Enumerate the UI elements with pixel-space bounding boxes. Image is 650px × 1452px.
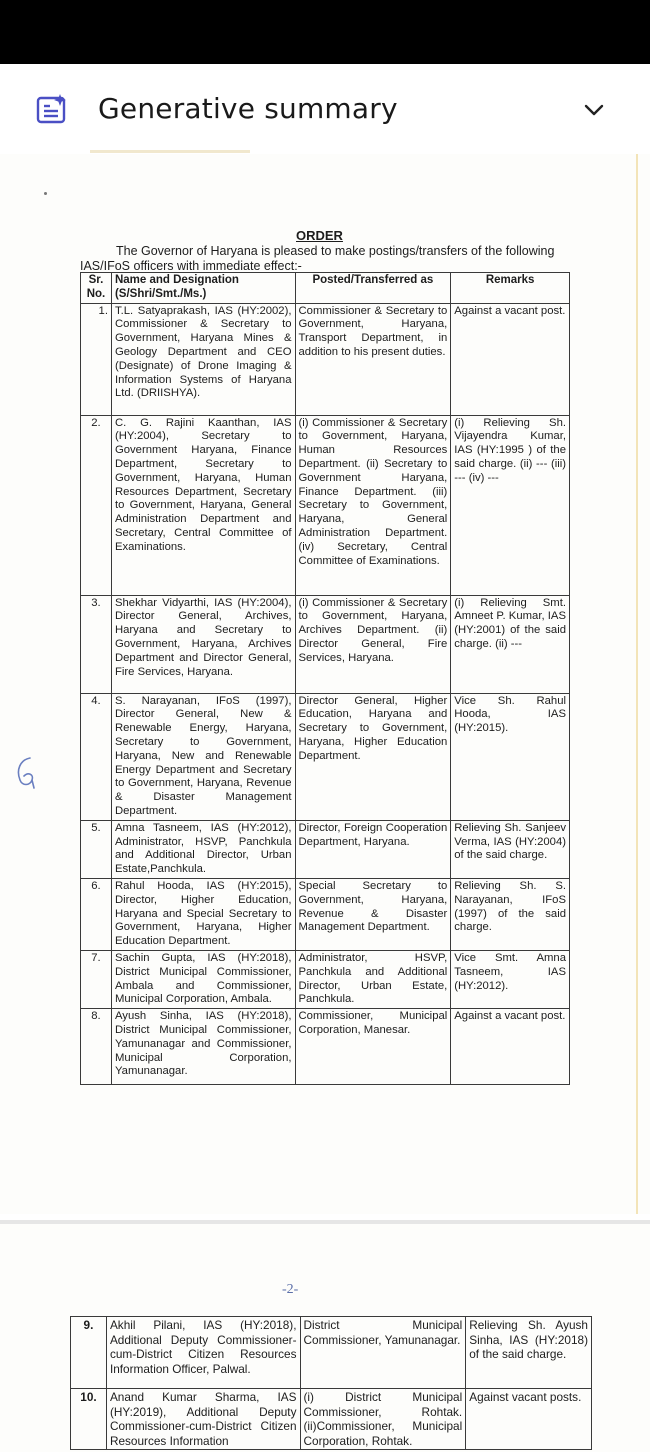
name-cell: Shekhar Vidyarthi, IAS (HY:2004), Director General, Archives, Haryana and Secretary to Government, Haryana, Archives Department and Director General, Fire Services, Haryana.	[111, 595, 295, 693]
remarks-cell: Vice Smt. Amna Tasneem, IAS (HY:2012).	[451, 950, 570, 1008]
header-title: Generative summary	[98, 92, 398, 125]
remarks-cell: Against a vacant post.	[451, 1009, 570, 1085]
name-cell: Rahul Hooda, IAS (HY:2015), Director, Higher Education, Haryana and Special Secretary to Government, Haryana, Higher Education Department.	[111, 878, 295, 950]
generative-summary-icon[interactable]	[36, 92, 70, 126]
column-header: Remarks	[451, 273, 570, 304]
document-viewer[interactable]	[0, 154, 650, 1452]
name-cell: Akhil Pilani, IAS (HY:2018), Additional Deputy Commissioner-cum-District Citizen Resources Information Officer, Palwal.	[106, 1317, 300, 1389]
document-page-1	[0, 154, 650, 1214]
status-bar	[0, 0, 650, 64]
page-number: -2-	[282, 1282, 299, 1297]
column-header: Name and Designation (S/Shri/Smt./Ms.)	[111, 273, 295, 304]
table-row	[71, 1389, 592, 1450]
remarks-cell: Vice Sh. Rahul Hooda, IAS (HY:2015).	[451, 693, 570, 820]
posted-cell: Administrator, HSVP, Panchkula and Additional Director, Urban Estate, Panchkula.	[295, 950, 451, 1008]
column-header: Posted/Transferred as	[295, 273, 451, 304]
sr-cell: 9.	[71, 1317, 107, 1389]
column-header: Sr. No.	[81, 273, 112, 304]
sr-cell: 5.	[81, 820, 112, 878]
scan-speck	[44, 192, 47, 195]
sr-cell: 4.	[81, 693, 112, 820]
remarks-cell: Relieving Sh. Ayush Sinha, IAS (HY:2018) of the said charge.	[466, 1317, 592, 1389]
remarks-cell: Against vacant posts.	[466, 1389, 592, 1450]
remarks-cell: Relieving Sh. S. Narayanan, IFoS (1997) of the said charge.	[451, 878, 570, 950]
posted-cell: Special Secretary to Government, Haryana, Revenue & Disaster Management Department.	[295, 878, 451, 950]
name-cell: C. G. Rajini Kaanthan, IAS (HY:2004), Secretary to Government Haryana, Finance Department, Secretary to Government, Haryana, Human Resources Department, Secretary to Government, Haryana, General Administration Department and Secretary, Central Committee of Examinations.	[111, 415, 295, 595]
scan-artifact	[90, 150, 250, 153]
remarks-cell: (i) Relieving Sh. Vijayendra Kumar, IAS (HY:1995 ) of the said charge. (ii) --- (iii) --- (iv) ---	[451, 415, 570, 595]
name-cell: T.L. Satyaprakash, IAS (HY:2002), Commissioner & Secretary to Government, Haryana Mines & Geology Department and CEO (Designate) of Drone Imaging & Information Systems of Haryana Ltd. (DRIISHYA).	[111, 303, 295, 415]
table-row	[81, 878, 570, 950]
table-row	[81, 595, 570, 693]
table-row	[81, 820, 570, 878]
posted-cell: Director, Foreign Cooperation Department, Haryana.	[295, 820, 451, 878]
posted-cell: (i) Commissioner & Secretary to Government, Haryana, Human Resources Department. (ii) Secretary to Government Haryana, Finance Department. (iii) Secretary to Government, Haryana, General Administration Department. (iv) Secretary, Central Committee of Examinations.	[295, 415, 451, 595]
sr-cell: 2.	[81, 415, 112, 595]
app-header	[0, 64, 650, 154]
sr-cell: 6.	[81, 878, 112, 950]
name-cell: Sachin Gupta, IAS (HY:2018), District Municipal Commissioner, Ambala and Commissioner, Municipal Corporation, Ambala.	[111, 950, 295, 1008]
name-cell: Anand Kumar Sharma, IAS (HY:2019), Additional Deputy Commissioner-cum-District Citizen Resources Information	[106, 1389, 300, 1450]
intro-line-1: The Governor of Haryana is pleased to make postings/transfers of the following	[116, 244, 555, 258]
sr-cell: 10.	[71, 1389, 107, 1450]
intro-line-2: IAS/IFoS officers with immediate effect:-	[80, 259, 302, 273]
handwritten-mark	[12, 754, 42, 790]
table-row	[81, 693, 570, 820]
table-row	[81, 415, 570, 595]
postings-table-continued	[70, 1316, 592, 1450]
posted-cell: Director General, Higher Education, Haryana and Secretary to Government, Haryana, Higher Education Department.	[295, 693, 451, 820]
name-cell: Ayush Sinha, IAS (HY:2018), District Municipal Commissioner, Yamunanagar and Commissioner, Municipal Corporation, Yamunanagar.	[111, 1009, 295, 1085]
postings-table	[80, 272, 570, 1085]
chevron-down-icon[interactable]	[582, 98, 606, 122]
remarks-cell: Against a vacant post.	[451, 303, 570, 415]
remarks-cell: (i) Relieving Smt. Amneet P. Kumar, IAS (HY:2001) of the said charge. (ii) ---	[451, 595, 570, 693]
sr-cell: 8.	[81, 1009, 112, 1085]
table-header-row	[81, 273, 570, 304]
table-row	[81, 1009, 570, 1085]
table-row	[81, 303, 570, 415]
name-cell: S. Narayanan, IFoS (1997), Director General, New & Renewable Energy, Haryana, Secretary to Government, Haryana, New and Renewable Energy Department and Secretary to Government, Haryana, Revenue & Disaster Management Department.	[111, 693, 295, 820]
order-heading: ORDER	[296, 228, 343, 243]
page-edge	[636, 154, 638, 1214]
posted-cell: District Municipal Commissioner, Yamunanagar.	[300, 1317, 466, 1389]
table-row	[81, 950, 570, 1008]
posted-cell: Commissioner, Municipal Corporation, Manesar.	[295, 1009, 451, 1085]
posted-cell: (i) Commissioner & Secretary to Government, Haryana, Archives Department. (ii) Director General, Fire Services, Haryana.	[295, 595, 451, 693]
remarks-cell: Relieving Sh. Sanjeev Verma, IAS (HY:2004) of the said charge.	[451, 820, 570, 878]
posted-cell: (i) District Municipal Commissioner, Rohtak. (ii)Commissioner, Municipal Corporation, Rohtak.	[300, 1389, 466, 1450]
name-cell: Amna Tasneem, IAS (HY:2012), Administrator, HSVP, Panchkula and Additional Director, Urban Estate,Panchkula.	[111, 820, 295, 878]
table-row	[71, 1317, 592, 1389]
sr-cell: 7.	[81, 950, 112, 1008]
sr-cell: 3.	[81, 595, 112, 693]
sr-cell: 1.	[81, 303, 112, 415]
posted-cell: Commissioner & Secretary to Government, Haryana, Transport Department, in addition to his present duties.	[295, 303, 451, 415]
document-page-2	[0, 1224, 650, 1452]
